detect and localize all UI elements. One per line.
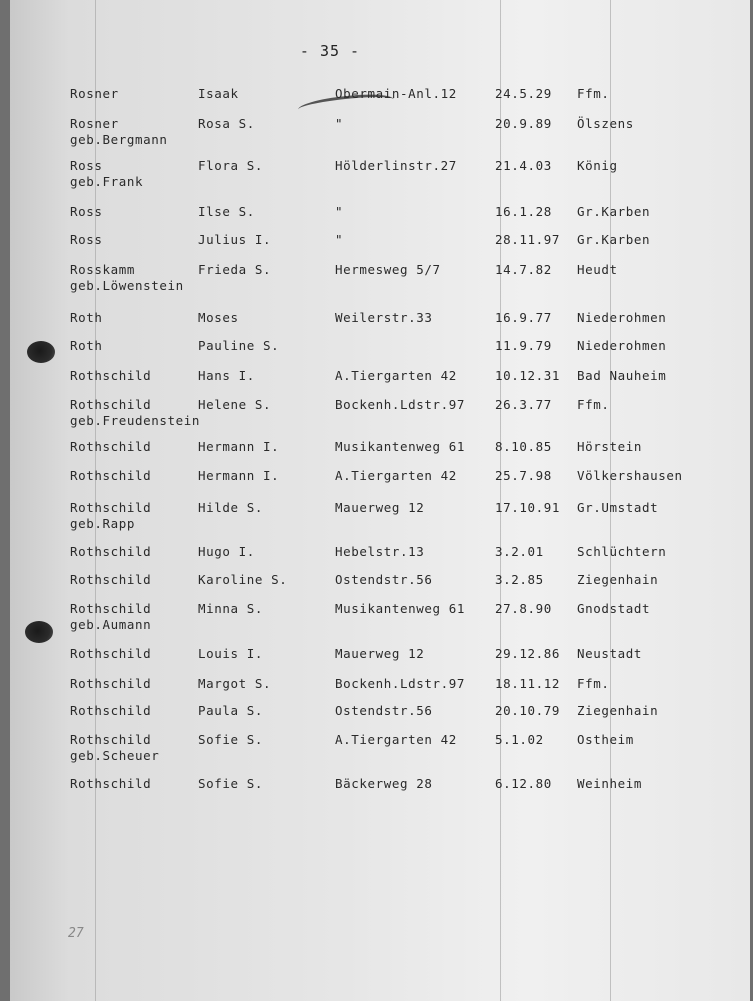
- surname-text: Roth: [70, 310, 103, 325]
- birthplace-cell: Gr.Karben: [577, 204, 651, 219]
- surname-cell: [70, 310, 103, 326]
- address-cell: Hölderlinstr.27: [335, 158, 457, 173]
- firstname-cell: Hilde S.: [198, 500, 264, 515]
- page-number: - 35 -: [299, 42, 361, 60]
- surname-cell: [70, 232, 103, 248]
- surname-text: Rosner: [70, 116, 119, 131]
- birthplace-cell: Bad Nauheim: [577, 368, 667, 383]
- table-row: [10, 601, 750, 641]
- address-cell: Musikantenweg 61: [335, 601, 466, 616]
- firstname-cell: Margot S.: [198, 676, 272, 691]
- firstname-cell: Isaak: [198, 86, 239, 101]
- surname-text: Rothschild: [70, 776, 152, 791]
- birthdate-cell: 25.7.98: [495, 468, 552, 483]
- maiden-name: geb.Rapp: [70, 516, 136, 531]
- address-cell: ": [335, 232, 344, 247]
- maiden-name: geb.Aumann: [70, 617, 152, 632]
- table-row: [10, 500, 750, 540]
- surname-text: Rothschild: [70, 703, 152, 718]
- firstname-cell: Paula S.: [198, 703, 264, 718]
- firstname-cell: Sofie S.: [198, 732, 264, 747]
- firstname-cell: Rosa S.: [198, 116, 255, 131]
- address-cell: Bäckerweg 28: [335, 776, 433, 791]
- birthdate-cell: 16.1.28: [495, 204, 552, 219]
- address-cell: A.Tiergarten 42: [335, 368, 457, 383]
- birthdate-cell: 5.1.02: [495, 732, 544, 747]
- birthdate-cell: 29.12.86: [495, 646, 561, 661]
- surname-cell: [70, 338, 103, 354]
- birthdate-cell: 27.8.90: [495, 601, 552, 616]
- birthdate-cell: 14.7.82: [495, 262, 552, 277]
- firstname-cell: Hugo I.: [198, 544, 255, 559]
- surname-text: Rothschild: [70, 676, 152, 691]
- address-cell: Weilerstr.33: [335, 310, 433, 325]
- surname-text: Rothschild: [70, 468, 152, 483]
- surname-text: Ross: [70, 204, 103, 219]
- surname-text: Rothschild: [70, 439, 152, 454]
- surname-text: Rothschild: [70, 500, 152, 515]
- birthdate-cell: 18.11.12: [495, 676, 561, 691]
- birthdate-cell: 26.3.77: [495, 397, 552, 412]
- address-cell: Hebelstr.13: [335, 544, 425, 559]
- birthplace-cell: Gr.Umstadt: [577, 500, 659, 515]
- firstname-cell: Julius I.: [198, 232, 272, 247]
- birthplace-cell: Ziegenhain: [577, 703, 659, 718]
- birthplace-cell: Völkershausen: [577, 468, 683, 483]
- firstname-cell: Pauline S.: [198, 338, 280, 353]
- address-cell: Musikantenweg 61: [335, 439, 466, 454]
- surname-cell: [70, 544, 151, 560]
- table-row: [10, 776, 750, 816]
- firstname-cell: Helene S.: [198, 397, 272, 412]
- firstname-cell: Hans I.: [198, 368, 255, 383]
- surname-text: Rothschild: [70, 572, 152, 587]
- birthplace-cell: Schlüchtern: [577, 544, 667, 559]
- surname-text: Rosner: [70, 86, 119, 101]
- surname-cell: [70, 204, 103, 220]
- surname-cell: [70, 468, 151, 484]
- address-cell: Hermesweg 5/7: [335, 262, 441, 277]
- firstname-cell: Sofie S.: [198, 776, 264, 791]
- birthdate-cell: 3.2.85: [495, 572, 544, 587]
- birthdate-cell: 21.4.03: [495, 158, 552, 173]
- firstname-cell: Karoline S.: [198, 572, 288, 587]
- surname-cell: [70, 439, 151, 455]
- surname-cell: [70, 158, 143, 190]
- surname-cell: [70, 86, 119, 102]
- address-cell: ": [335, 204, 344, 219]
- firstname-cell: Moses: [198, 310, 239, 325]
- maiden-name: geb.Freudenstein: [70, 413, 201, 428]
- firstname-cell: Ilse S.: [198, 204, 255, 219]
- birthdate-cell: 16.9.77: [495, 310, 552, 325]
- surname-cell: [70, 368, 151, 384]
- folio-note: 27: [68, 926, 84, 941]
- table-row: [10, 397, 750, 437]
- birthplace-cell: Niederohmen: [577, 338, 667, 353]
- firstname-cell: Hermann I.: [198, 439, 280, 454]
- address-cell: Mauerweg 12: [335, 500, 425, 515]
- maiden-name: geb.Scheuer: [70, 748, 160, 763]
- surname-cell: [70, 262, 184, 294]
- surname-cell: [70, 676, 151, 692]
- surname-text: Ross: [70, 158, 103, 173]
- birthplace-cell: Hörstein: [577, 439, 643, 454]
- address-cell: Bockenh.Ldstr.97: [335, 397, 466, 412]
- surname-cell: [70, 732, 159, 764]
- birthdate-cell: 17.10.91: [495, 500, 561, 515]
- surname-cell: [70, 397, 200, 429]
- birthplace-cell: Gnodstadt: [577, 601, 651, 616]
- surname-text: Ross: [70, 232, 103, 247]
- maiden-name: geb.Bergmann: [70, 132, 168, 147]
- table-row: [10, 116, 750, 156]
- birthdate-cell: 28.11.97: [495, 232, 561, 247]
- maiden-name: geb.Löwenstein: [70, 278, 184, 293]
- firstname-cell: Minna S.: [198, 601, 264, 616]
- birthdate-cell: 20.9.89: [495, 116, 552, 131]
- surname-text: Rothschild: [70, 397, 152, 412]
- birthplace-cell: König: [577, 158, 618, 173]
- address-cell: Bockenh.Ldstr.97: [335, 676, 466, 691]
- document-page: [10, 0, 750, 1001]
- birthplace-cell: Weinheim: [577, 776, 643, 791]
- firstname-cell: Frieda S.: [198, 262, 272, 277]
- surname-cell: [70, 646, 151, 662]
- address-cell: Mauerweg 12: [335, 646, 425, 661]
- surname-cell: [70, 500, 151, 532]
- table-row: [10, 732, 750, 772]
- birthplace-cell: Neustadt: [577, 646, 643, 661]
- birthdate-cell: 8.10.85: [495, 439, 552, 454]
- birthplace-cell: Gr.Karben: [577, 232, 651, 247]
- firstname-cell: Hermann I.: [198, 468, 280, 483]
- address-cell: A.Tiergarten 42: [335, 468, 457, 483]
- surname-text: Rothschild: [70, 368, 152, 383]
- birthdate-cell: 10.12.31: [495, 368, 561, 383]
- table-row: [10, 262, 750, 302]
- birthdate-cell: 24.5.29: [495, 86, 552, 101]
- address-cell: Obermain-Anl.12: [335, 86, 457, 101]
- punch-hole: [25, 621, 53, 643]
- birthdate-cell: 6.12.80: [495, 776, 552, 791]
- birthdate-cell: 3.2.01: [495, 544, 544, 559]
- surname-text: Roth: [70, 338, 103, 353]
- address-cell: ": [335, 116, 344, 131]
- birthplace-cell: Heudt: [577, 262, 618, 277]
- address-cell: Ostendstr.56: [335, 572, 433, 587]
- surname-text: Rothschild: [70, 601, 152, 616]
- table-row: [10, 158, 750, 198]
- firstname-cell: Flora S.: [198, 158, 264, 173]
- birthdate-cell: 20.10.79: [495, 703, 561, 718]
- address-cell: A.Tiergarten 42: [335, 732, 457, 747]
- surname-cell: [70, 116, 168, 148]
- surname-text: Rosskamm: [70, 262, 136, 277]
- birthplace-cell: Ölszens: [577, 116, 634, 131]
- birthplace-cell: Ostheim: [577, 732, 634, 747]
- surname-text: Rothschild: [70, 646, 152, 661]
- birthplace-cell: Niederohmen: [577, 310, 667, 325]
- birthplace-cell: Ziegenhain: [577, 572, 659, 587]
- birthdate-cell: 11.9.79: [495, 338, 552, 353]
- punch-hole: [27, 341, 55, 363]
- birthplace-cell: Ffm.: [577, 676, 610, 691]
- birthplace-cell: Ffm.: [577, 397, 610, 412]
- firstname-cell: Louis I.: [198, 646, 264, 661]
- surname-text: Rothschild: [70, 544, 152, 559]
- maiden-name: geb.Frank: [70, 174, 144, 189]
- surname-cell: [70, 601, 151, 633]
- surname-cell: [70, 703, 151, 719]
- surname-cell: [70, 572, 151, 588]
- birthplace-cell: Ffm.: [577, 86, 610, 101]
- address-cell: Ostendstr.56: [335, 703, 433, 718]
- surname-cell: [70, 776, 151, 792]
- surname-text: Rothschild: [70, 732, 152, 747]
